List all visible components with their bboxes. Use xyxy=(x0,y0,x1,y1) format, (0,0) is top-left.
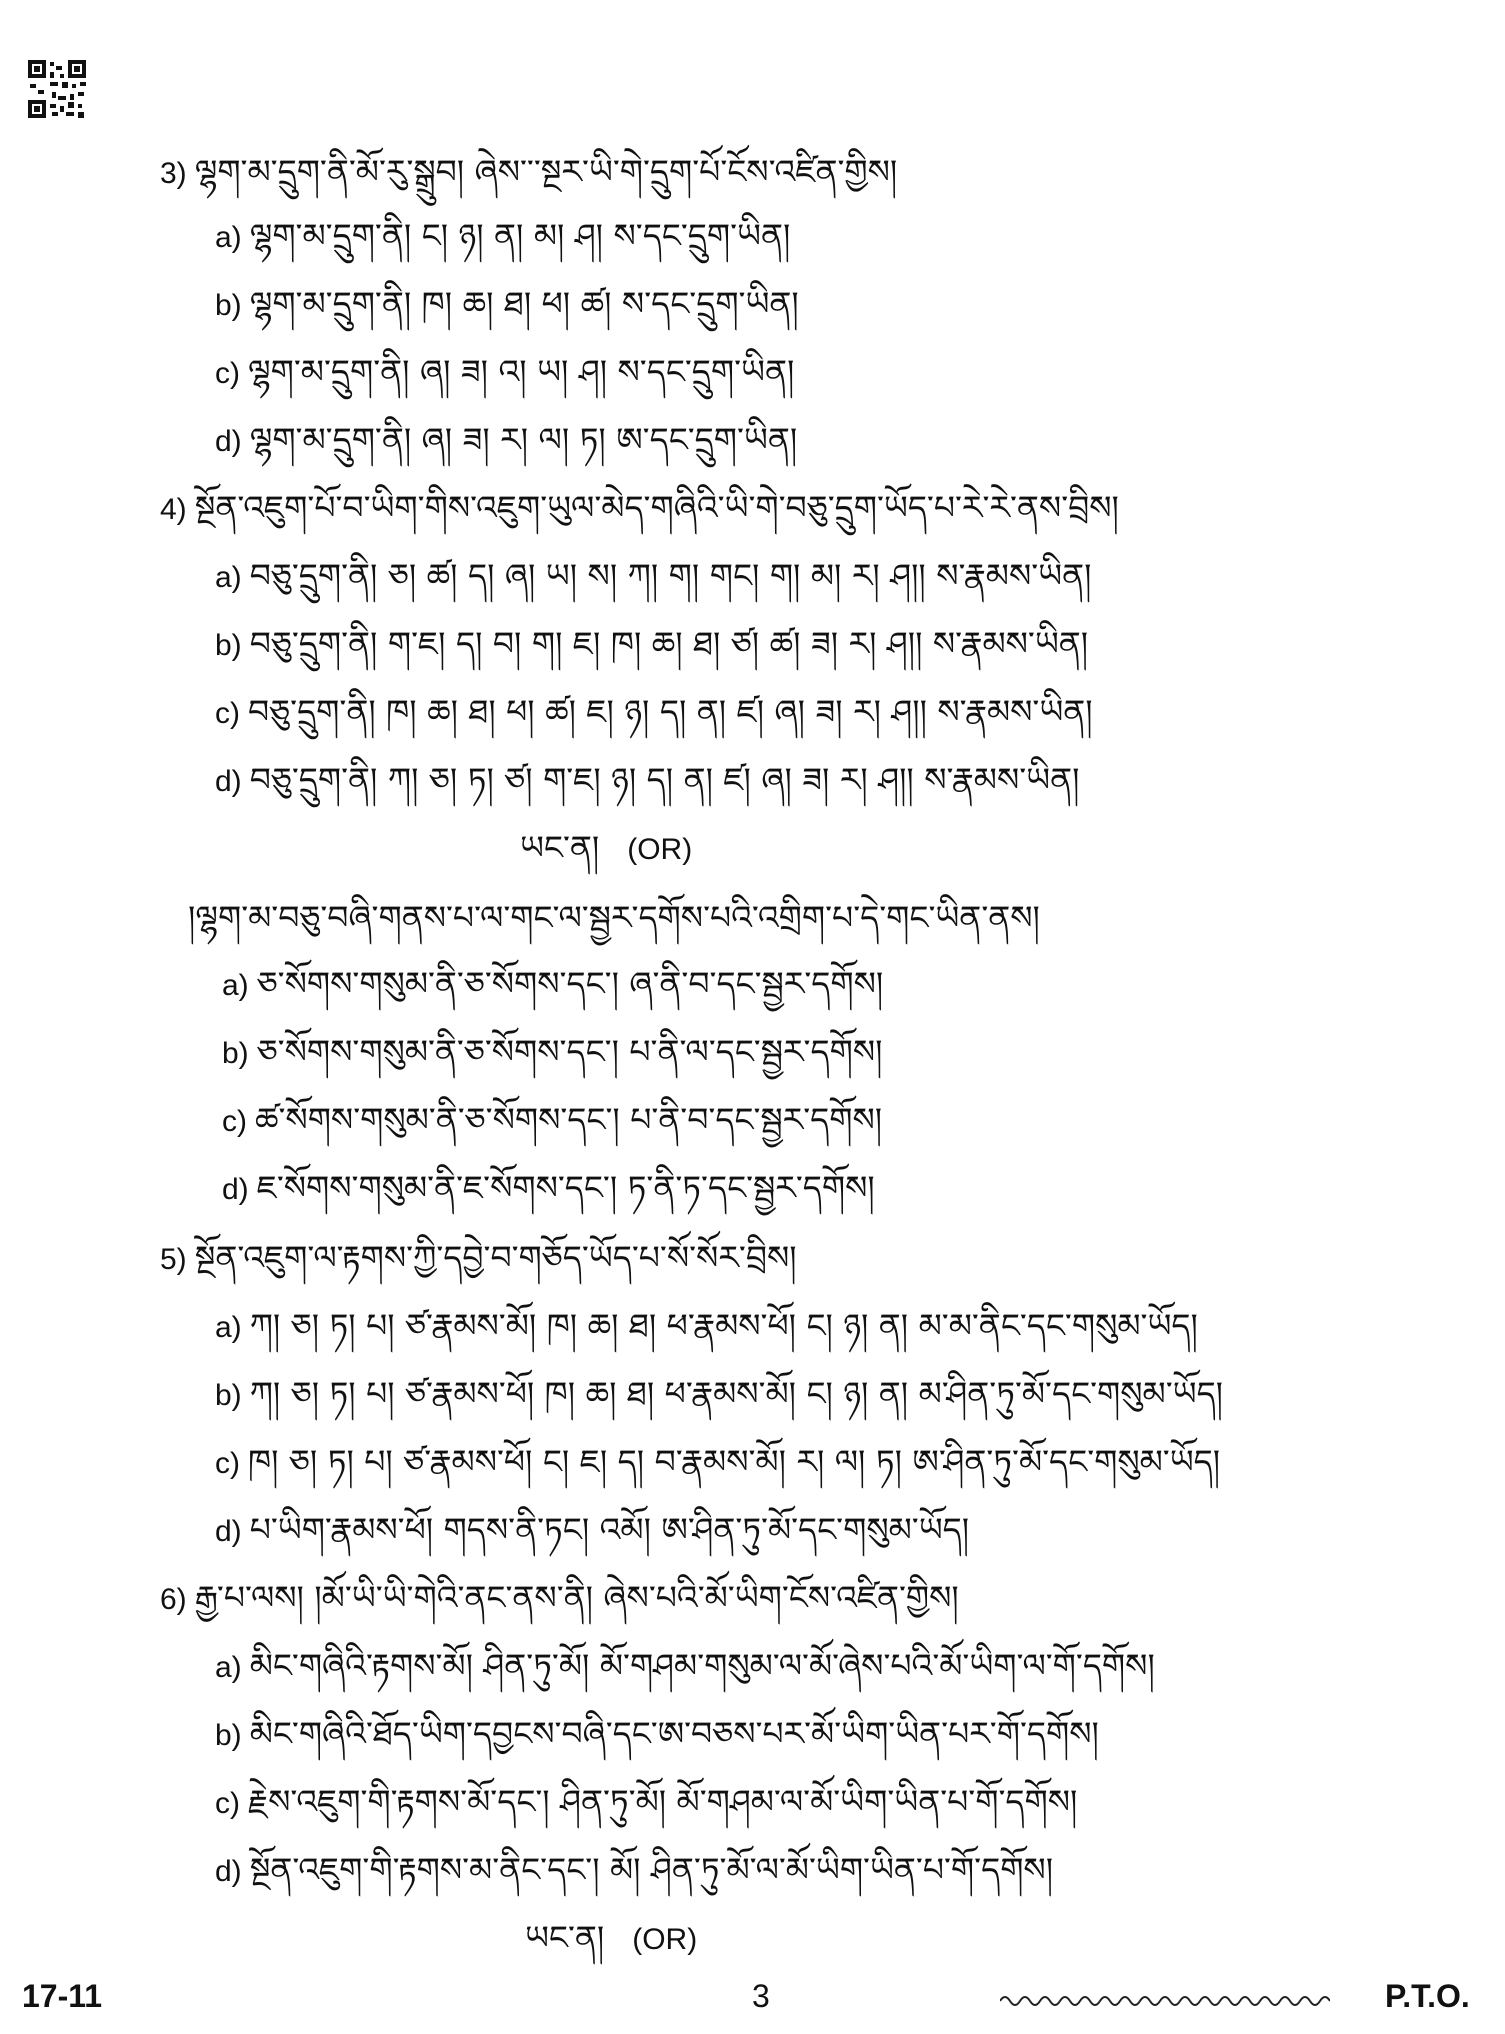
option-4alt-d xyxy=(222,1164,875,1212)
pto-label: P.T.O. xyxy=(1385,1978,1470,2014)
paper-code: 17-11 xyxy=(22,1978,103,2014)
qr-code-icon xyxy=(26,58,88,120)
option-text: སྔོན་འཇུག་གི་རྟགས་མ་ནིང་དང་། མོ། ཤིན་ཏུ་མོ་ལ་མོ་ཡིག་ཡིན་པ་གོ་དགོས། xyxy=(249,1850,1054,1889)
option-text: ལྷག་མ་དྲུག་ནི། ཞ། ཟ། ར། ལ། ཏ། ཨ་དང་དྲུག་ཡིན། xyxy=(249,420,798,459)
option-6b xyxy=(215,1710,1099,1758)
page-number: 3 xyxy=(752,1978,770,2014)
question-text: ལྷག་མ་དྲུག་ནི་མོ་རུ་སྒྲུབ། ཞེས་་་སྔར་ཡི་གེ་དྲུག་པོ་ངོས་འཛིན་གྱིས། xyxy=(194,152,898,191)
option-label: a) xyxy=(222,969,249,1002)
option-3a xyxy=(215,212,790,260)
question-text: རྒྱ་པ་ལས། །མོ་ཡི་ཡི་གེའི་ནང་ནས་ནི། ཞེས་པའི་མོ་ཡིག་ངོས་འཛིན་གྱིས། xyxy=(194,1578,959,1617)
option-text: བཅུ་དྲུག་ནི། ཁ། ཆ། ཐ། ཕ། ཚ། ཇ། ཉ། ད། ན། ཛ། ཞ། ཟ། ར། ཤ།། ས་རྣམས་ཡིན། xyxy=(248,692,1093,731)
option-text: བཅུ་དྲུག་ནི། ཅ། ཚ། ད། ཞ། ཡ། ས། ཀ། ག། གང། ག། མ། ར། ཤ།། ས་རྣམས་ཡིན། xyxy=(249,556,1092,595)
option-label: d) xyxy=(215,1515,242,1548)
or-latin: (OR) xyxy=(632,1923,698,1956)
question-number: 6) xyxy=(160,1583,187,1616)
option-4b xyxy=(215,620,1088,668)
option-label: b) xyxy=(215,289,242,322)
or-separator xyxy=(525,1914,697,1964)
option-text: ལྷག་མ་དྲུག་ནི། ཞ། ཟ། འ། ཡ། ཤ། ས་དང་དྲུག་ཡིན། xyxy=(248,352,795,391)
option-text: ལྷག་མ་དྲུག་ནི། ང། ཉ། ན། མ། ཤ། ས་དང་དྲུག་ཡིན། xyxy=(249,216,791,255)
option-text: ཀ། ཅ། ཏ། པ། ཙ་རྣམས་མོ། ཁ། ཆ། ཐ། ཕ་རྣམས་ཕོ། ང། ཉ། ན། མ་མ་ནིང་དང་གསུམ་ཡོད། xyxy=(249,1306,1198,1345)
option-label: d) xyxy=(215,425,242,458)
option-text: ཅ་སོགས་གསུམ་ནི་ཅ་སོགས་དང་། པ་ནི་ལ་དང་སྦྱར་དགོས། xyxy=(256,1032,883,1071)
question-6 xyxy=(160,1574,959,1622)
or-latin: (OR) xyxy=(627,833,693,866)
option-4a xyxy=(215,552,1091,600)
option-4alt-c xyxy=(222,1096,882,1144)
option-label: a) xyxy=(215,221,242,254)
or-tibetan: ཡང་ན། xyxy=(520,828,600,867)
option-label: c) xyxy=(222,1105,247,1138)
option-label: b) xyxy=(222,1037,249,1070)
squiggle-divider-icon xyxy=(1000,1990,1330,2012)
option-label: d) xyxy=(222,1173,249,1206)
option-3b xyxy=(215,280,799,328)
option-3d xyxy=(215,416,797,464)
option-5a xyxy=(215,1302,1198,1350)
option-text: རྗེས་འཇུག་གི་རྟགས་མོ་དང་། ཤིན་ཏུ་མོ། མོ་གཤམ་ལ་མོ་ཡིག་ཡིན་པ་གོ་དགོས། xyxy=(248,1782,1078,1821)
question-4 xyxy=(160,484,1119,532)
option-label: a) xyxy=(215,1311,242,1344)
option-label: d) xyxy=(215,1855,242,1888)
option-text: ཅ་སོགས་གསུམ་ནི་ཅ་སོགས་དང་། ཞ་ནི་བ་དང་སྦྱར་དགོས། xyxy=(256,964,884,1003)
option-5d xyxy=(215,1506,969,1554)
option-4alt-b xyxy=(222,1028,882,1076)
question-5 xyxy=(160,1234,797,1282)
option-label: d) xyxy=(215,765,242,798)
option-text: ཁ། ཅ། ཏ། པ། ཙ་རྣམས་ཕོ། ང། ཇ། ད། བ་རྣམས་མོ། ར། ལ། ཏ། ཨ་ཤིན་ཏུ་མོ་དང་གསུམ་ཡོད། xyxy=(248,1442,1221,1481)
option-label: c) xyxy=(215,697,240,730)
question-number: 5) xyxy=(160,1243,187,1276)
option-label: c) xyxy=(215,357,240,390)
question-text: སྔོན་འཇུག་ལ་རྟགས་ཀྱི་དབྱེ་བ་གཅོད་ཡོད་པ་སོ་སོར་བྲིས། xyxy=(194,1238,797,1277)
option-text: མིང་གཞིའི་ཐོད་ཡིག་དབྱངས་བཞི་དང་ཨ་བཅས་པར་མོ་ཡིག་ཡིན་པར་གོ་དགོས། xyxy=(249,1714,1099,1753)
option-label: b) xyxy=(215,1719,242,1752)
option-text: བཅུ་དྲུག་ནི། ཀ། ཅ། ཏ། ཙ། ག་ཇ། ཉ། ད། ན། ཛ། ཞ། ཟ། ར། ཤ།། ས་རྣམས་ཡིན། xyxy=(249,760,1080,799)
option-3c xyxy=(215,348,794,396)
option-6a xyxy=(215,1642,1155,1690)
option-text: པ་ཡིག་རྣམས་ཕོ། གདས་ནི་ཏང། འམོ། ཨ་ཤིན་ཏུ་མོ་དང་གསུམ་ཡོད། xyxy=(249,1510,970,1549)
question-text: །ལྷག་མ་བཅུ་བཞི་གནས་པ་ལ་གང་ལ་སྦྱར་དགོས་པའི་འགྲིག་པ་དེ་གང་ཡིན་ནས། xyxy=(188,898,1040,937)
option-label: b) xyxy=(215,629,242,662)
option-label: c) xyxy=(215,1787,240,1820)
option-text: བཅུ་དྲུག་ནི། ག་ཇ། ད། བ། ག། ཇ། ཁ། ཆ། ཐ། ཙ། ཚ། ཟ། ར། ཤ།། ས་རྣམས་ཡིན། xyxy=(249,624,1089,663)
option-5b xyxy=(215,1370,1223,1418)
option-label: c) xyxy=(215,1447,240,1480)
or-tibetan: ཡང་ན། xyxy=(525,1918,605,1957)
option-label: a) xyxy=(215,1651,242,1684)
question-text: སྔོན་འཇུག་པོ་བ་ཡིག་གིས་འཇུག་ཡུལ་མེད་གཞིའི་ཡི་གེ་བཅུ་དྲུག་ཡོད་པ་རེ་རེ་ནས་བྲིས། xyxy=(194,488,1119,527)
option-4alt-a xyxy=(222,960,883,1008)
option-text: ཚ་སོགས་གསུམ་ནི་ཅ་སོགས་དང་། པ་ནི་བ་དང་སྦྱར་དགོས། xyxy=(255,1100,883,1139)
option-6c xyxy=(215,1778,1077,1826)
question-4-alt xyxy=(188,894,1040,942)
option-label: a) xyxy=(215,561,242,594)
option-label: b) xyxy=(215,1379,242,1412)
option-5c xyxy=(215,1438,1220,1486)
or-separator xyxy=(520,824,692,874)
option-4d xyxy=(215,756,1079,804)
question-number: 3) xyxy=(160,157,187,190)
question-3 xyxy=(160,148,897,196)
option-text: མིང་གཞིའི་རྟགས་མོ། ཤིན་ཏུ་མོ། མོ་གཤམ་གསུམ་ལ་མོ་ཞེས་པའི་མོ་ཡིག་ལ་གོ་དགོས། xyxy=(249,1646,1155,1685)
option-text: ལྷག་མ་དྲུག་ནི། ཁ། ཆ། ཐ། ཕ། ཚ། ས་དང་དྲུག་ཡིན། xyxy=(249,284,799,323)
option-text: ཀ། ཅ། ཏ། པ། ཙ་རྣམས་ཕོ། ཁ། ཆ། ཐ། ཕ་རྣམས་མོ། ང། ཉ། ན། མ་ཤིན་ཏུ་མོ་དང་གསུམ་ཡོད། xyxy=(249,1374,1224,1413)
option-4c xyxy=(215,688,1093,736)
question-number: 4) xyxy=(160,493,187,526)
option-text: ཇ་སོགས་གསུམ་ནི་ཇ་སོགས་དང་། ཏ་ནི་ཏ་དང་སྦྱར་དགོས། xyxy=(256,1168,875,1207)
option-6d xyxy=(215,1846,1053,1894)
